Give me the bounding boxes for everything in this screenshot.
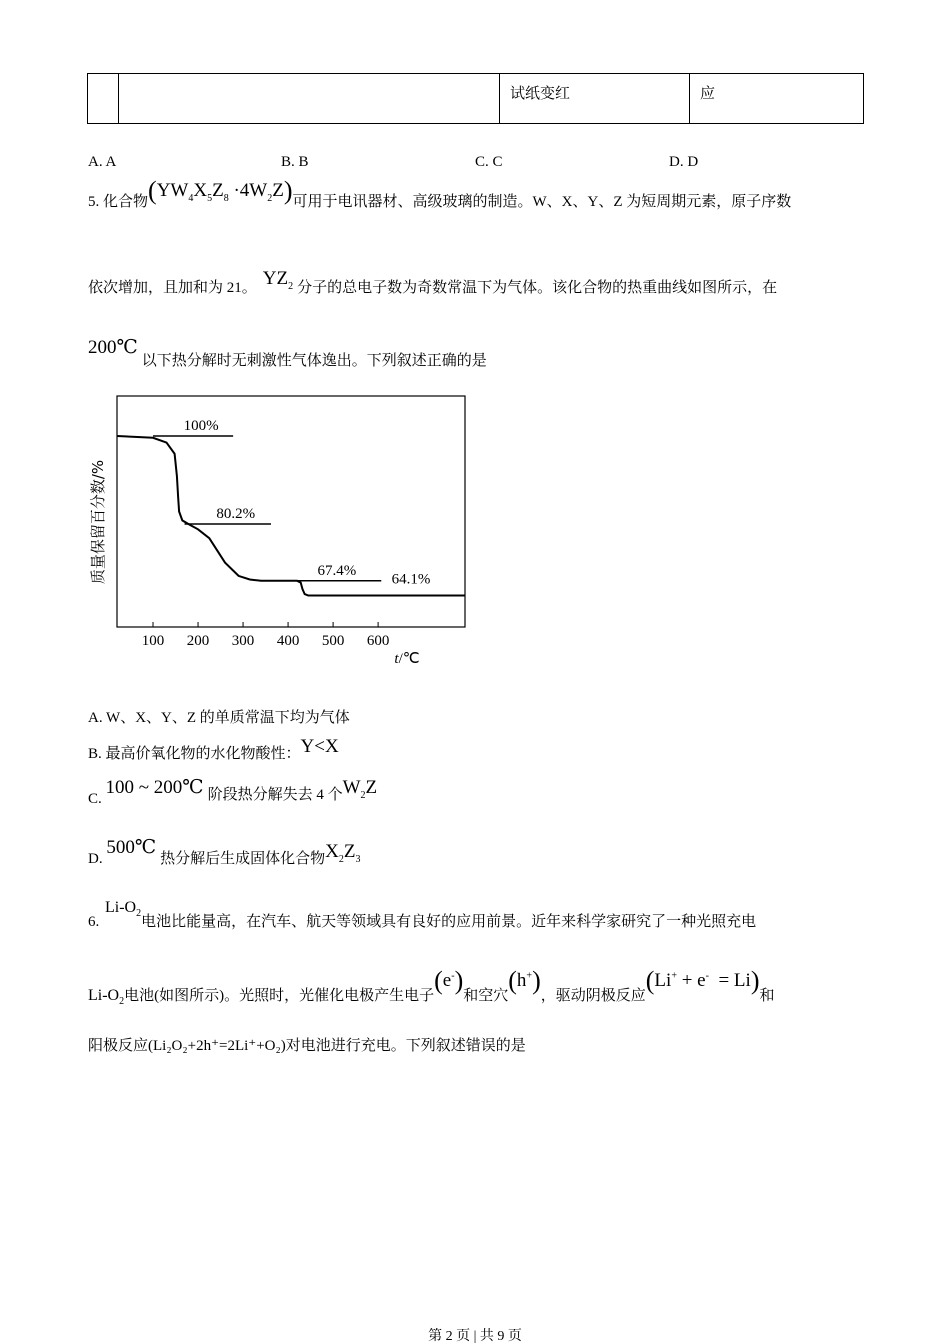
q5-option-a: A. W、X、Y、Z 的单质常温下均为气体 xyxy=(88,710,350,726)
q4-option-d: D. D xyxy=(669,154,699,170)
plot-frame xyxy=(117,396,465,627)
y-axis-label: 质量保留百分数/% xyxy=(89,459,107,585)
q5-line-1: 5. 化合物$(YW_4X_5Z_8 \cdot 4W_2Z)$可用于电讯器材、高级玻璃的制造。W、X、Y、Z 为短周期元素，原子序数 xyxy=(88,176,792,210)
yz2-formula: $YZ_2$ xyxy=(262,268,294,292)
cathode-reaction: (Li+ + e- = Li) xyxy=(645,966,760,995)
table-cell: 试纸变红 xyxy=(500,74,690,124)
q4-option-c: C. C xyxy=(475,154,503,170)
x-tick-label: 200 xyxy=(186,633,210,649)
x-axis-label: t/℃ xyxy=(394,651,420,667)
x-tick-label: 500 xyxy=(321,633,345,649)
x-tick-label: 400 xyxy=(276,633,300,649)
x-tick-label: 300 xyxy=(231,633,255,649)
q5-line-3: 200℃以下热分解时无刺激性气体逸出。下列叙述正确的是 xyxy=(88,337,487,369)
q6-line-2: $Li-O_2$电池(如图所示)。光照时，光催化电极产生电子(e-)和空穴(h+)，驱动阴极反应(Li+ + e- = Li)和 xyxy=(88,966,775,1007)
q5-option-d: D. 500℃热分解后生成固体化合物$X_2Z_3$ xyxy=(88,837,361,867)
x-tick-label: 600 xyxy=(366,633,390,649)
x-tick-label: 100 xyxy=(141,633,165,649)
q4-option-a: A. A xyxy=(88,154,117,170)
q5-option-c: C. 100 ~ 200℃ 阶段热分解失去 4 个$W_2Z$ xyxy=(88,777,378,807)
q4-option-b: B. B xyxy=(281,154,309,170)
data-label: 64.1% xyxy=(391,571,431,588)
q5-option-b: B. 最高价氧化物的水化物酸性：Y<X xyxy=(88,736,339,762)
data-label: 100% xyxy=(183,417,219,434)
data-label: 67.4% xyxy=(317,562,357,579)
q6-line-1: 6. $Li-O_2$电池比能量高，在汽车、航天等领域具有良好的应用前景。近年来科学家研究了一种光照充电 xyxy=(88,899,757,930)
q6-line-3: 阳极反应(Li₂O₂+2h⁺=2Li⁺+O₂)对电池进行充电。下列叙述错误的是 xyxy=(88,1038,526,1054)
q5-line-2: 依次增加，且加和为 21。 $YZ_2$ 分子的总电子数为奇数常温下为气体。该化合物的热重曲线如图所示，在 xyxy=(88,268,778,296)
table-cell: 应 xyxy=(690,74,864,124)
page-footer: 第 2 页 | 共 9 页 xyxy=(428,1329,522,1344)
data-label: 80.2% xyxy=(216,505,256,522)
compound-formula: $(YW_4X_5Z_8 \cdot 4W_2Z)$ xyxy=(148,176,293,205)
